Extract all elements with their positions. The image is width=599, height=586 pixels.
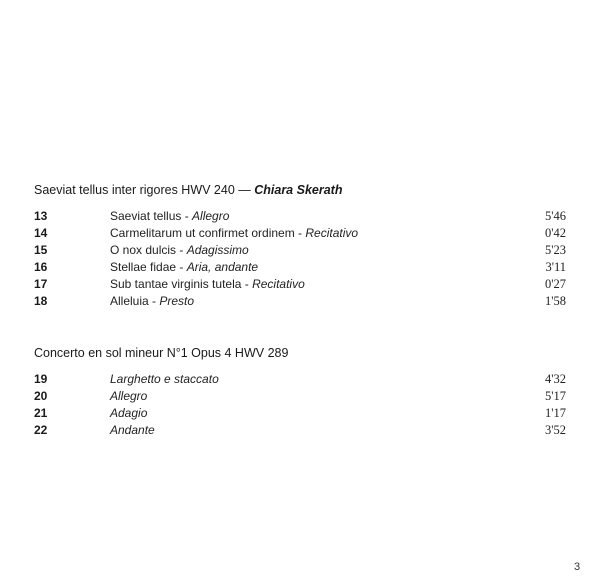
track-number: 20 <box>34 389 48 403</box>
track-title: Saeviat tellus - Allegro <box>110 209 230 223</box>
track-title: Andante <box>110 423 155 437</box>
section-title-hwv240 <box>34 182 342 198</box>
track-number: 16 <box>34 260 48 274</box>
track-duration: 0'42 <box>544 226 566 240</box>
track-row <box>0 259 599 276</box>
track-number: 18 <box>34 294 48 308</box>
track-title: Larghetto e staccato <box>110 372 219 386</box>
work-title: Saeviat tellus inter rigores HWV 240 — <box>34 183 255 197</box>
track-number: 21 <box>34 406 48 420</box>
track-duration: 5'23 <box>544 243 566 257</box>
track-duration: 5'46 <box>544 209 566 223</box>
track-duration: 4'32 <box>544 372 566 386</box>
track-title: Adagio <box>110 406 148 420</box>
track-duration: 3'11 <box>545 260 566 274</box>
track-duration: 1'58 <box>544 294 566 308</box>
track-row <box>0 242 599 259</box>
track-title: Carmelitarum ut confirmet ordinem - Recitativo <box>110 226 359 240</box>
performer-name: Chiara Skerath <box>254 183 343 197</box>
track-row <box>0 293 599 310</box>
track-duration: 1'17 <box>544 406 566 420</box>
track-duration: 5'17 <box>544 389 566 403</box>
page-number: 3 <box>574 561 581 573</box>
track-title: Stellae fidae - Aria, andante <box>110 260 259 274</box>
track-row <box>0 208 599 225</box>
track-row <box>0 371 599 388</box>
track-row <box>0 405 599 422</box>
track-title: O nox dulcis - Adagissimo <box>110 243 249 257</box>
track-row <box>0 388 599 405</box>
track-number: 13 <box>34 209 48 223</box>
track-number: 19 <box>34 372 48 386</box>
track-number: 22 <box>34 423 48 437</box>
track-duration: 3'52 <box>544 423 566 437</box>
track-number: 14 <box>34 226 48 240</box>
track-row <box>0 276 599 293</box>
section-title-hwv289 <box>34 345 288 361</box>
track-number: 17 <box>34 277 48 291</box>
track-title: Allegro <box>110 389 148 403</box>
track-row <box>0 422 599 439</box>
track-title: Alleluia - Presto <box>110 294 195 308</box>
track-number: 15 <box>34 243 48 257</box>
track-title: Sub tantae virginis tutela - Recitativo <box>110 277 305 291</box>
track-row <box>0 225 599 242</box>
track-duration: 0'27 <box>544 277 566 291</box>
work-title: Concerto en sol mineur N°1 Opus 4 HWV 289 <box>34 346 289 360</box>
